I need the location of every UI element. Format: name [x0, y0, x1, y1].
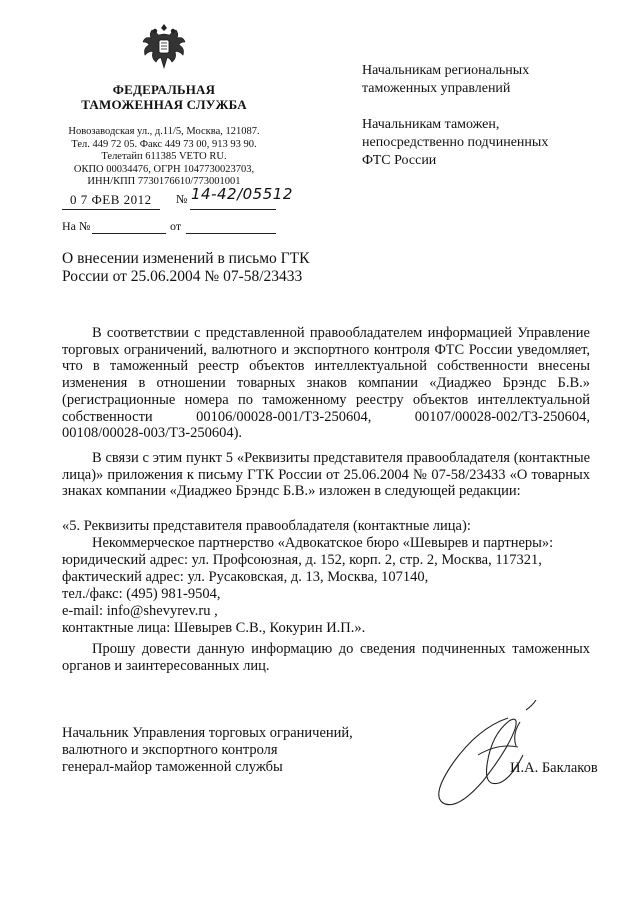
body-paragraph-2: В связи с этим пункт 5 «Реквизиты представителя правообладателя (контактные лица)» приложения к письму ГТК России от 25.06.2004 № 07-58/23433 «О товарных знаках компании «Диаджео Брэндс Б.В.» изложен в следующей редакции:: [62, 450, 590, 500]
ref-from-label: от: [170, 219, 182, 233]
recipient-line: Начальникам таможен,: [362, 117, 500, 132]
org-name-line1: ФЕДЕРАЛЬНАЯ: [112, 82, 216, 97]
email: e-mail: info@shevyrev.ru ,: [62, 603, 218, 619]
address-line: Новозаводская ул., д.11/5, Москва, 121087.: [68, 126, 260, 137]
org-name-line2: ТАМОЖЕННАЯ СЛУЖБА: [81, 97, 247, 112]
recipient-line: непосредственно подчиненных: [362, 135, 549, 150]
body-paragraph-3: Прошу довести данную информацию до сведения подчиненных таможенных органов и заинтересованных лиц.: [62, 641, 590, 674]
body-paragraph-1: В соответствии с представленной правообладателем информацией Управление торговых ограничений, валютного и экспортного контроля ФТС России уведомляет, что в таможенный реестр объектов интеллектуальной собственности внесены изменения в отношении товарных знаков компании «Диаджео Брэндс Б.В.» (регистрационные номера по таможенному реестру объектов интеллектуальной собственности 00106/00028-001/ТЗ-250604, 00107/00028-002/ТЗ-250604, 00108/00028-003/ТЗ-250604).: [62, 325, 590, 442]
ref-from-underline: [186, 233, 276, 234]
letter-number: 14-42/05512: [191, 185, 293, 203]
okpo-ogrn-line: ОКПО 00034476, ОГРН 1047730023703,: [73, 163, 255, 175]
number-underline: [190, 209, 276, 210]
phone-fax-line: Тел. 449 72 05. Факс 449 73 00, 913 93 90.: [71, 138, 257, 150]
signatory-name: И.А. Баклаков: [510, 760, 598, 776]
subject-line2: России от 25.06.2004 № 07-58/23433: [62, 268, 303, 285]
recipient-line: таможенных управлений: [362, 81, 511, 96]
actual-address: фактический адрес: ул. Русаковская, д. 13, Москва, 107140,: [62, 569, 429, 585]
contact-persons: контактные лица: Шевырев С.В., Кокурин И.П.».: [62, 620, 366, 636]
recipient-line: Начальникам региональных: [362, 63, 530, 78]
date-underline: [62, 209, 160, 210]
teletype-line: Телетайп 611385 VETO RU.: [101, 151, 227, 162]
partner-name: Некоммерческое партнерство «Адвокатское бюро «Шевырев и партнеры»:: [92, 535, 554, 551]
inn-kpp-line: ИНН/КПП 7730176610/773001001: [87, 176, 241, 187]
handwritten-signature: [418, 700, 568, 810]
subject-line1: О внесении изменений в письмо ГТК: [62, 250, 310, 267]
phone-fax: тел./факс: (495) 981-9504,: [62, 586, 221, 602]
signatory-title-line2: валютного и экспортного контроля: [62, 742, 278, 758]
ref-label: На №: [62, 219, 91, 233]
letter-date: 0 7 ФЕВ 2012: [70, 192, 152, 207]
recipient-line: ФТС России: [362, 153, 437, 168]
signatory-title-line1: Начальник Управления торговых ограничений,: [62, 725, 353, 741]
ref-underline: [92, 233, 166, 234]
signatory-title-line3: генерал-майор таможенной службы: [62, 759, 283, 775]
number-label: №: [176, 192, 188, 206]
item5-heading: «5. Реквизиты представителя правообладателя (контактные лица):: [62, 518, 471, 534]
coat-of-arms-emblem: [142, 22, 186, 74]
legal-address: юридический адрес: ул. Профсоюзная, д. 152, корп. 2, стр. 2, Москва, 117321,: [62, 552, 542, 568]
